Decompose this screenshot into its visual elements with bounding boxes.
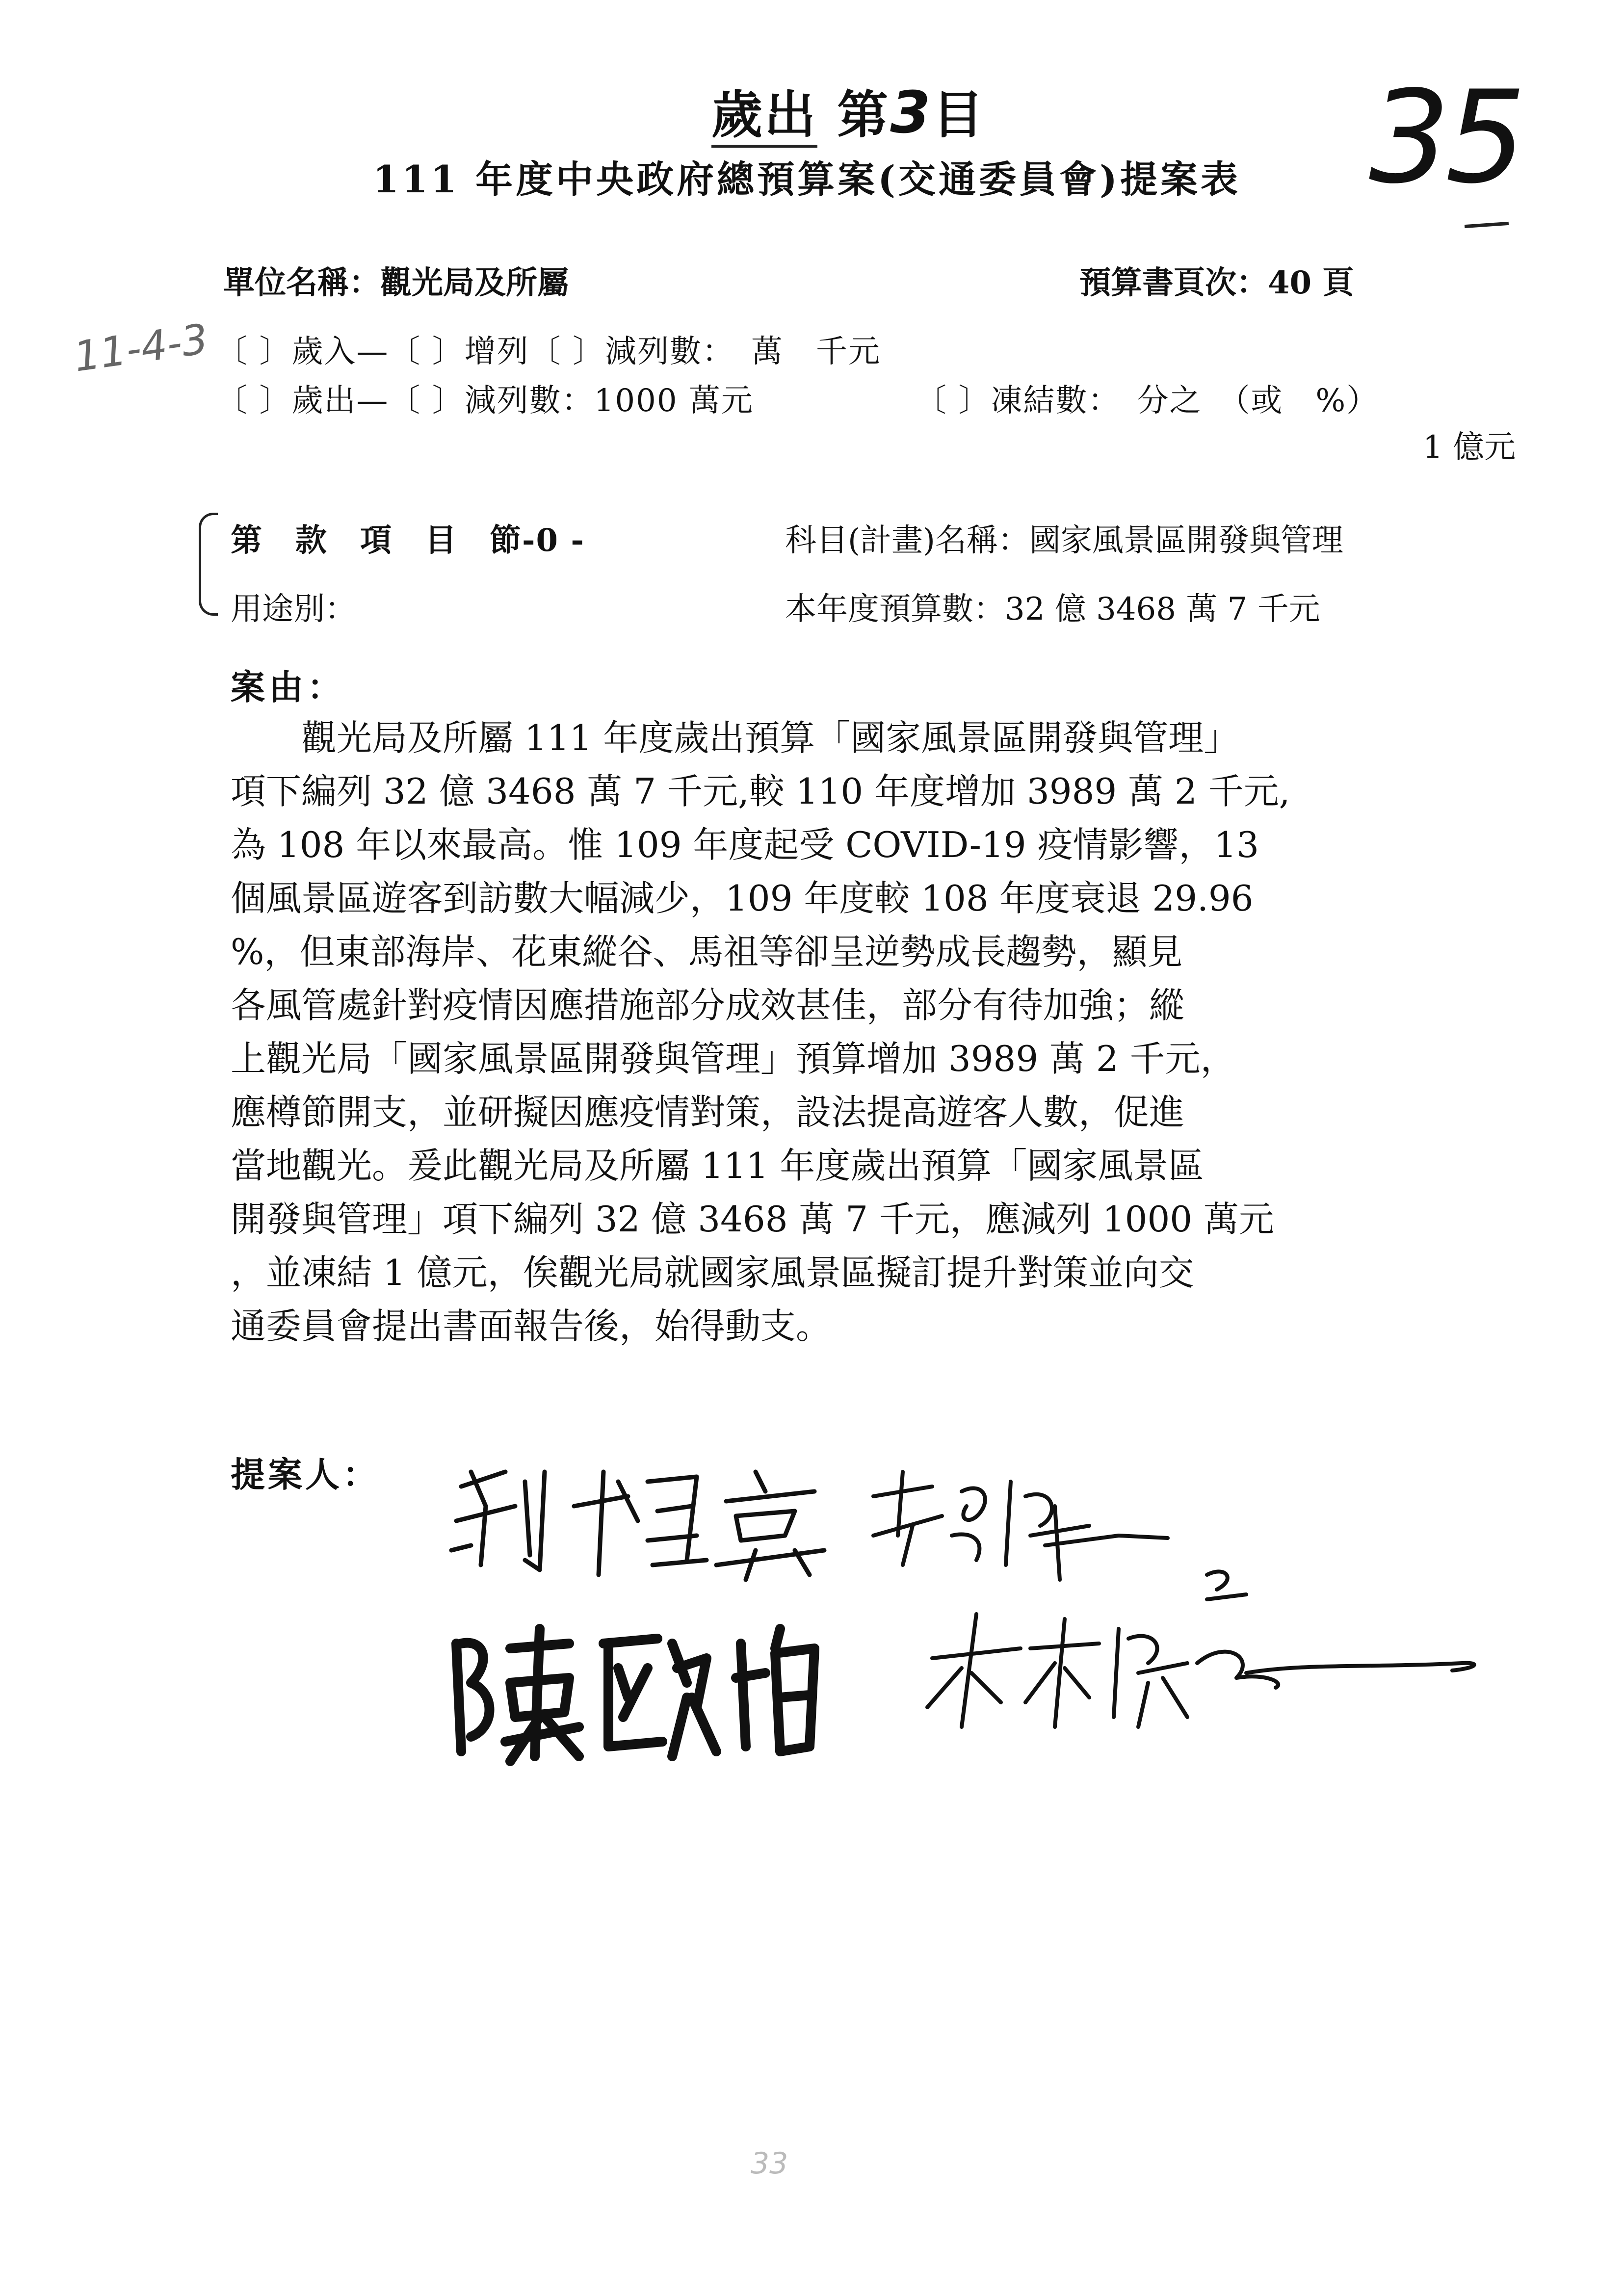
signature-2 [873, 1472, 1168, 1580]
classification-line: 第 款 項 目 節-0 - [231, 522, 585, 559]
reason-line: 個風景區遊客到訪數大幅減少，109 年度較 108 年度衰退 29.96 [231, 878, 1254, 919]
reason-line: ，並凍結 1 億元，俟觀光局就國家風景區擬訂提升對策並向交 [231, 1252, 1194, 1293]
margin-note: 11-4-3 [71, 314, 211, 381]
freeze-line: 〔 〕凍結數： 分之 （或 %） [915, 383, 1379, 419]
form-title: 111 年度中央政府總預算案(交通委員會)提案表 [373, 157, 1241, 201]
signature-1 [451, 1472, 824, 1580]
budget-book-page: 預算書頁次：40 頁 [1079, 264, 1354, 301]
freeze-amount: 1 億元 [1423, 429, 1516, 466]
signature-3 [456, 1629, 814, 1761]
reason-line: %，但東部海岸、花東縱谷、馬祖等卻呈逆勢成長趨勢，顯見 [231, 931, 1183, 972]
page-number: 35 [1369, 64, 1521, 212]
section-label-text: 歲出 [711, 84, 817, 148]
expenditure-line: 〔 〕歲出—〔 〕減列數：1000 萬元 [216, 383, 754, 419]
unit-name: 單位名稱：觀光局及所屬 [223, 264, 569, 301]
section-label [711, 74, 985, 147]
budget-amount: 本年度預算數：32 億 3468 萬 7 千元 [785, 591, 1320, 627]
signature-4 [927, 1571, 1474, 1727]
section-suffix: 目 [932, 84, 986, 145]
proposer-signatures [442, 1452, 1492, 1805]
use-category: 用途別： [231, 591, 356, 627]
reason-line: 通委員會提出書面報告後，始得動支。 [231, 1305, 832, 1347]
classification-bracket [199, 513, 218, 616]
reason-line: 上觀光局「國家風景區開發與管理」預算增加 3989 萬 2 千元， [231, 1038, 1236, 1079]
page-number-dash [1465, 222, 1509, 228]
reason-body [231, 711, 1438, 1353]
revenue-line: 〔 〕歲入—〔 〕增列〔 〕減列數： 萬 千元 [216, 334, 881, 370]
reason-line: 各風管處針對疫情因應措施部分成效甚佳，部分有待加強；縱 [231, 985, 1185, 1026]
section-prefix: 第 [837, 84, 891, 145]
reason-label: 案由： [231, 667, 345, 707]
proposer-label: 提案人： [231, 1454, 380, 1495]
scan-mark: 33 [751, 2146, 788, 2181]
section-number: 3 [890, 78, 933, 146]
reason-line: 項下編列 32 億 3468 萬 7 千元,較 110 年度增加 3989 萬 2 千元, [231, 771, 1290, 812]
subject-name: 科目(計畫)名稱：國家風景區開發與管理 [785, 522, 1343, 559]
reason-line: 為 108 年以來最高。惟 109 年度起受 COVID-19 疫情影響，13 [231, 824, 1259, 865]
reason-line: 開發與管理」項下編列 32 億 3468 萬 7 千元，應減列 1000 萬元 [231, 1199, 1274, 1240]
reason-line: 觀光局及所屬 111 年度歲出預算「國家風景區開發與管理」 [231, 717, 1239, 758]
reason-line: 應樽節開支，並研擬因應疫情對策，設法提高遊客人數，促進 [231, 1092, 1185, 1133]
reason-line: 當地觀光。爰此觀光局及所屬 111 年度歲出預算「國家風景區 [231, 1145, 1204, 1186]
